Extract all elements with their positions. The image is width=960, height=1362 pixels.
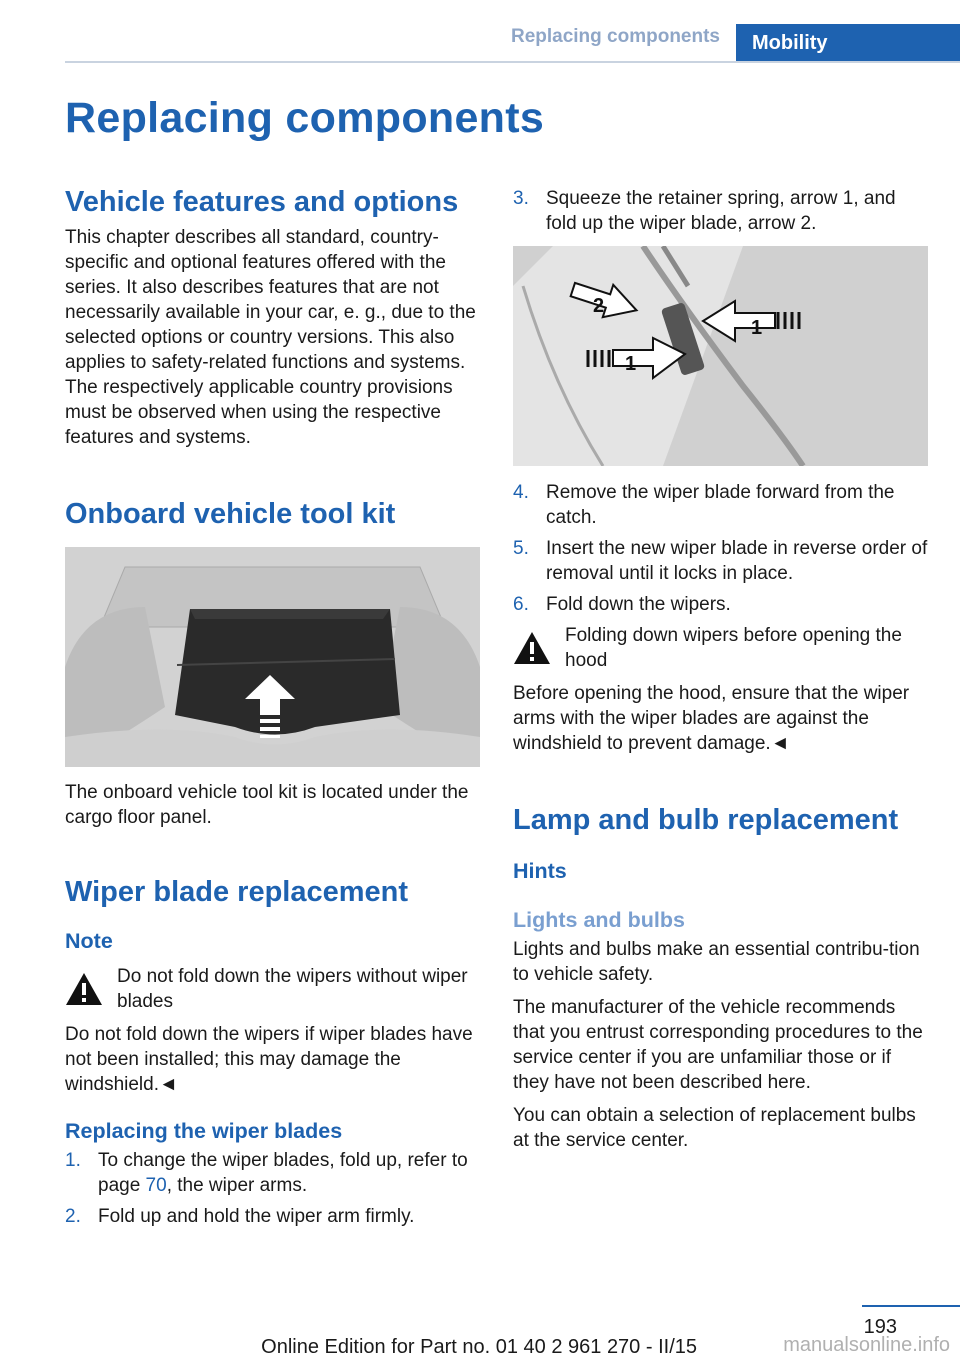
steps-list-right-a: [513, 186, 931, 236]
toolkit-caption: The onboard vehicle tool kit is located under the cargo floor panel.: [65, 782, 469, 828]
footer-rule: [862, 1305, 960, 1307]
step-text: Insert the new wiper blade in reverse order of removal until it locks in place.: [546, 538, 928, 584]
watermark: manualsonline.info: [783, 1334, 950, 1356]
page-title: Replacing components: [65, 94, 545, 142]
steps-list-left: [65, 1148, 483, 1229]
page-number: 193: [863, 1316, 897, 1338]
step-number: 5.: [513, 538, 529, 559]
note-heading: Note: [65, 929, 113, 953]
step-number: 3.: [513, 188, 529, 209]
step-number: 4.: [513, 482, 529, 503]
warning-block: [513, 623, 931, 673]
header-chapter-tab[interactable]: Mobility: [736, 24, 960, 63]
warning-icon: [65, 972, 103, 1006]
step-text: Squeeze the retainer spring, arrow 1, and fold up the wiper blade, arrow 2.: [546, 188, 896, 234]
list-item: [513, 536, 931, 586]
lights-paragraph-3: You can obtain a selection of replacement bulbs at the service center.: [513, 1105, 916, 1151]
arrow-2-label: 2: [593, 295, 605, 317]
warning-icon: [513, 631, 551, 665]
arrow-1-lower-label: 1: [625, 353, 637, 375]
step-text: To change the wiper blades, fold up, refer to page 70, the wiper arms.: [98, 1150, 468, 1196]
lights-heading: Lights and bulbs: [513, 908, 685, 932]
page-link[interactable]: 70: [145, 1175, 167, 1196]
lights-paragraph-1: Lights and bulbs make an essential contribu-tion to vehicle safety.: [513, 939, 920, 985]
warning-title: Folding down wipers before opening the hood: [565, 625, 902, 671]
list-item: [513, 592, 931, 617]
warning-title: Do not fold down the wipers without wiper blades: [117, 966, 468, 1012]
wiper-illustration: [513, 246, 928, 466]
arrow-1-upper-label: 1: [751, 317, 763, 339]
wiper-heading: Wiper blade replacement: [65, 876, 409, 908]
footer-edition: Online Edition for Part no. 01 40 2 961 270 - II/15: [261, 1336, 697, 1358]
step-number: 2.: [65, 1206, 81, 1227]
features-heading: Vehicle features and options: [65, 186, 459, 218]
wiper-image: [513, 246, 928, 466]
step-number: 6.: [513, 594, 529, 615]
step-number: 1.: [65, 1150, 81, 1171]
steps-list-right-b: [513, 480, 931, 617]
toolkit-image: [65, 547, 480, 767]
hints-heading: Hints: [513, 859, 567, 883]
warning-text: Do not fold down the wipers if wiper blades have not been installed; this may damage the windshield.◄: [65, 1024, 473, 1095]
step-text: Fold down the wipers.: [546, 594, 731, 615]
toolkit-heading: Onboard vehicle tool kit: [65, 498, 396, 530]
right-column: [513, 186, 931, 1153]
step-text: Remove the wiper blade forward from the catch.: [546, 482, 895, 528]
list-item: [65, 1148, 483, 1198]
warning-block: [65, 964, 483, 1014]
list-item: [513, 186, 931, 236]
lamp-heading: Lamp and bulb replacement: [513, 804, 899, 836]
features-text: This chapter describes all standard, country-specific and optional features offered with the series. It also describes features that are not necessarily available in your car, e. g., due to the selected options or country versions. This also applies to safety-related functions and systems. The respectively applicable country provisions must be observed when using the respective features and systems.: [65, 227, 476, 448]
replacing-heading: Replacing the wiper blades: [65, 1119, 343, 1143]
header-section-title: Replacing components: [510, 26, 720, 47]
left-column: [65, 180, 483, 1235]
trunk-illustration: [65, 547, 480, 767]
header-divider: [65, 61, 960, 63]
list-item: [65, 1204, 483, 1229]
lights-paragraph-2: The manufacturer of the vehicle recommends that you entrust corresponding procedures to the service center if you are unfamiliar those or if they have not been described here.: [513, 997, 923, 1093]
warning-text: Before opening the hood, ensure that the wiper arms with the wiper blades are against the windshield to prevent damage.◄: [513, 683, 910, 754]
step-text: Fold up and hold the wiper arm firmly.: [98, 1206, 415, 1227]
list-item: [513, 480, 931, 530]
